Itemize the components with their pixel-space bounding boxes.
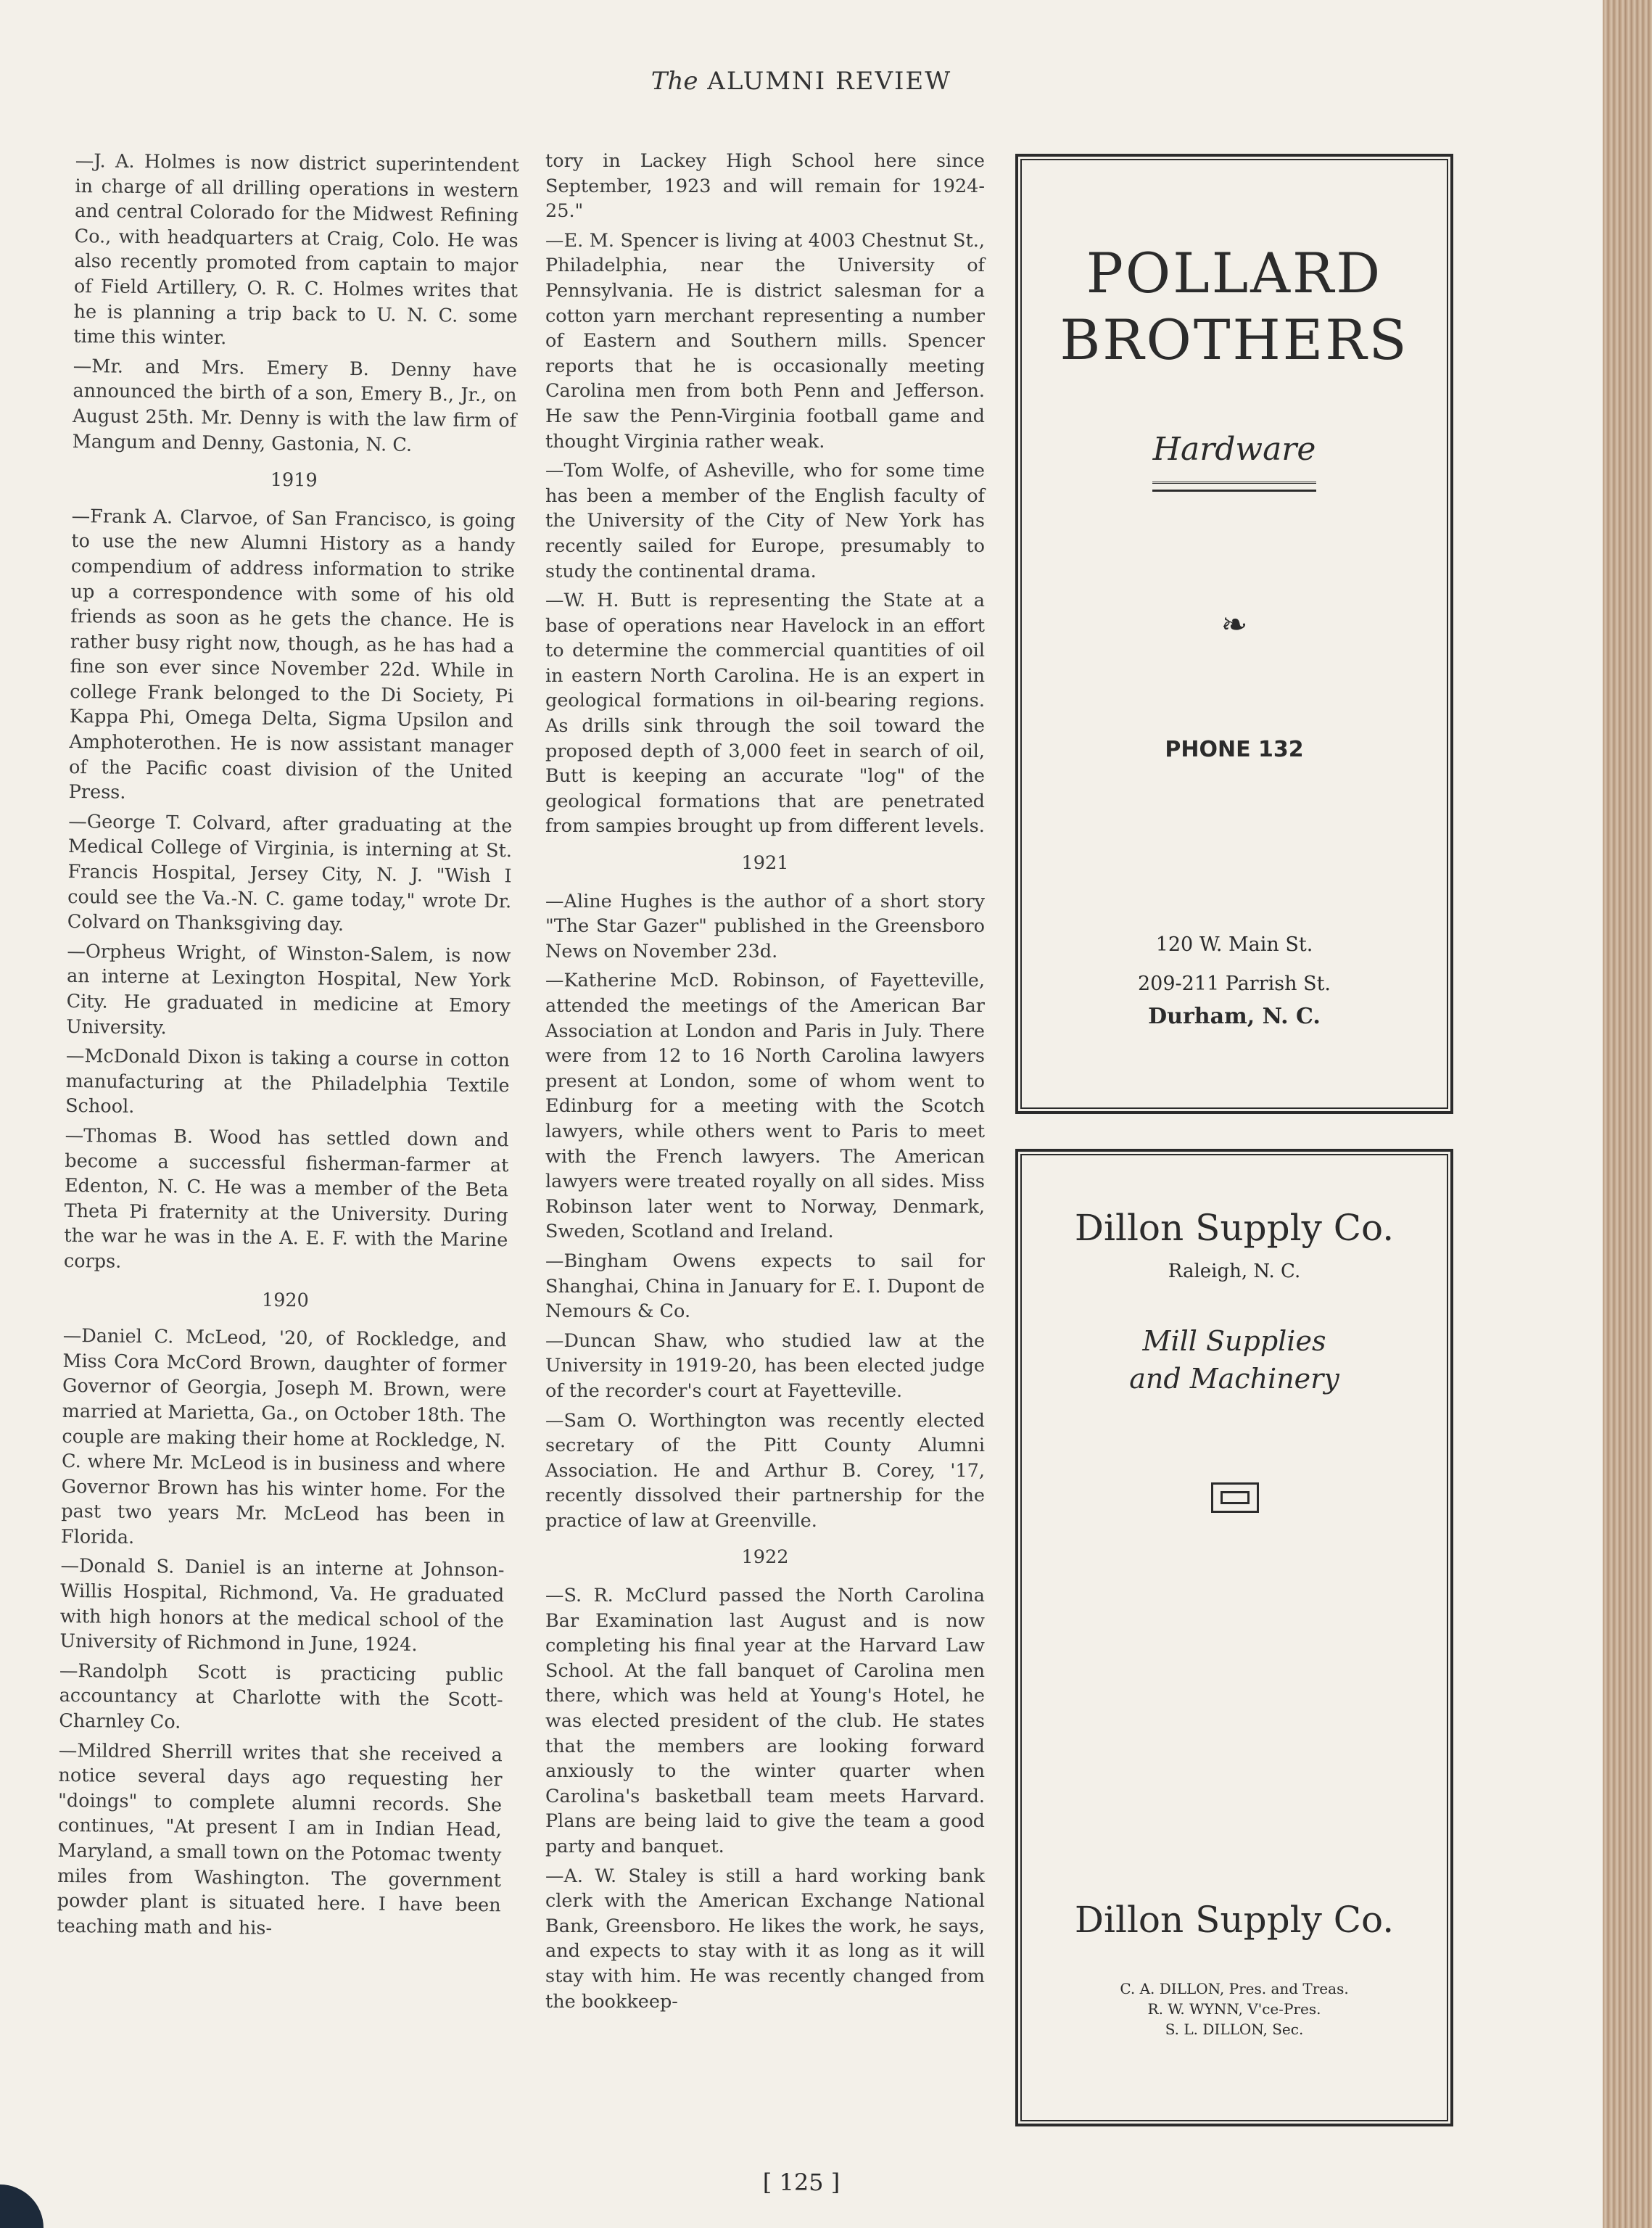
note-mcclurd: —S. R. McClurd passed the North Carolina Bar Examination last August and is now completing his final year at the Harvard Law School. At the fall banquet of Carolina men there, which was held at Young's Hotel, he was elected president of the club. He states that the members are looking forward anxiously to the winter quarter when Carolina's basketball team meets Harvard. Plans are being laid to give the team a good party and banquet. <box>545 1585 985 1857</box>
note-sherrill: —Mildred Sherrill writes that she received a notice several days ago requesting her "doings" to complete alumni records. She continues, "At present I am in Indian Head, Maryland, a small town on the Potomac twenty miles from Washington. The government powder plant is situated here. I have been teaching math and his- <box>57 1739 503 1939</box>
header-the: The <box>651 67 698 96</box>
note-scott: —Randolph Scott is practicing public accountancy at Charlotte with the Scott-Charnley Co. <box>59 1659 504 1733</box>
note-staley: —A. W. Staley is still a hard working bank clerk with the American Exchange National Bank, Greensboro. He likes the work, he says, and expects to stay with it as long as it will stay with him. He was recently changed from the bookkeep- <box>545 1865 985 2013</box>
note-robinson: —Katherine McD. Robinson, of Fayetteville, attended the meetings of the American Bar Association at London and Paris in July. There were from 12 to 16 North Carolina lawyers present at London, some of whom went to Edinburg for a meeting with the Scotch lawyers, while others went to Paris to meet with the French lawyers. The American lawyers were treated royally on all sides. Miss Robinson later went to Norway, Denmark, Sweden, Scotland and Ireland. <box>545 970 985 1243</box>
box-ornament-icon <box>1211 1482 1259 1513</box>
ad-pollard-name <box>1018 240 1450 374</box>
ad-dillon-officer-1: C. A. DILLON, Pres. and Treas. <box>1120 1980 1349 1997</box>
class-year-1922: 1922 <box>741 1546 789 1569</box>
ad-dillon-supply <box>1015 1149 1453 2126</box>
note-wolfe: —Tom Wolfe, of Asheville, who for some time has been a member of the English faculty of the University of the City of New York has recently sailed for Europe, presumably to study the continental drama. <box>545 460 985 582</box>
note-wood: —Thomas B. Wood has settled down and become a successful fisherman-farmer at Edenton, N. C. He was a member of the Beta Theta Pi fraternity at the University. During the war he was in the A. E. F. with the Marine corps. <box>63 1124 509 1273</box>
ad-dillon-location: Raleigh, N. C. <box>1168 1261 1301 1282</box>
ad-dillon-items-line2: and Machinery <box>1129 1363 1339 1395</box>
class-year-1921: 1921 <box>741 852 789 875</box>
note-butt: —W. H. Butt is representing the State at a base of operations near Havelock in an effort to determine the commercial quantities of oil in eastern North Carolina. He is an expert in geological formations in oil-bearing regions. As drills sink through the soil toward the proposed depth of 3,000 feet in search of oil, Butt is keeping an accurate "log" of the geological formations that are penetrated from sampies brought up from different levels. <box>545 590 985 838</box>
ad-dillon-officer-2: R. W. WYNN, V'ce-Pres. <box>1147 2000 1321 2018</box>
column-left <box>57 149 519 1948</box>
leaf-ornament-icon: ❧ <box>1221 606 1248 643</box>
note-dixon: —McDonald Dixon is taking a course in cotton manufacturing at the Philadelphia Textile School. <box>65 1045 511 1118</box>
note-daniel: —Donald S. Daniel is an interne at Johnson-Willis Hospital, Richmond, Va. He graduated with high honors at the medical school of the University of Richmond in June, 1924. <box>59 1555 505 1656</box>
ad-pollard-city: Durham, N. C. <box>1148 1004 1321 1029</box>
note-worthington: —Sam O. Worthington was recently elected secretary of the Pitt County Alumni Association. He and Arthur B. Corey, '17, recently dissolved their partnership for the practice of law at Greenville. <box>545 1409 985 1532</box>
class-year-1919: 1919 <box>270 469 318 492</box>
note-shaw: —Duncan Shaw, who studied law at the University in 1919-20, has been elected judge of the recorder's court at Fayetteville. <box>545 1329 985 1402</box>
ad-dillon-officer-3: S. L. DILLON, Sec. <box>1165 2021 1304 2038</box>
note-hughes: —Aline Hughes is the author of a short story "The Star Gazer" published in the Greensboro News on November 23d. <box>545 890 985 962</box>
ad-dillon-items <box>1018 1322 1450 1398</box>
page-number: [ 125 ] <box>762 2169 841 2196</box>
note-holmes: —J. A. Holmes is now district superintendent in charge of all drilling operations in western and central Colorado for the Midwest Refining Co., with headquarters at Craig, Colo. He was also recently promoted from captain to major of Field Artillery, O. R. C. Holmes writes that he is planning a trip back to U. N. C. some time this winter. <box>73 149 519 350</box>
note-colvard: —George T. Colvard, after graduating at the Medical College of Virginia, is interning at St. Francis Hospital, Jersey City, N. J. "Wish I could see the Va.-N. C. game today," wrote Dr. Colvard on Thanksgiving day. <box>67 810 513 936</box>
running-header <box>0 67 1603 96</box>
note-clarvoe: —Frank A. Clarvoe, of San Francisco, is going to use the new Alumni History as a handy compendium of address information to strike up a correspondence with some of his old friends as soon as he gets the chance. He is rather busy right now, though, as he has had a fine son ever since November 22d. While in college Frank belonged to the Di Society, Pi Kappa Phi, Omega Delta, Sigma Upsilon and Amphoterothen. He is now assistant manager of the Pacific coast division of the United Press. <box>68 505 516 804</box>
ad-dillon-officers <box>1018 1979 1450 2039</box>
note-denny: —Mr. and Mrs. Emery B. Denny have announced the birth of a son, Emery B., Jr., on August 25th. Mr. Denny is with the law firm of Mangum and Denny, Gastonia, N. C. <box>72 355 517 456</box>
ad-pollard-rule <box>1152 482 1316 492</box>
ad-pollard-address-line1: 120 W. Main St. <box>1155 933 1313 956</box>
ad-pollard-address <box>1018 925 1450 1004</box>
ad-pollard-address-line2: 209-211 Parrish St. <box>1137 973 1331 995</box>
ad-dillon-name-bottom: Dillon Supply Co. <box>1074 1899 1395 1941</box>
ad-pollard-name-line1: POLLARD <box>1086 241 1383 305</box>
ad-dillon-name-top: Dillon Supply Co. <box>1074 1207 1395 1249</box>
book-page-edges <box>1603 0 1652 2228</box>
note-wright: —Orpheus Wright, of Winston-Salem, is now an interne at Lexington Hospital, New York City. He graduated in medicine at Emory University. <box>66 940 511 1039</box>
ad-pollard-subtitle: Hardware <box>1152 431 1316 468</box>
ad-dillon-items-line1: Mill Supplies <box>1142 1325 1326 1357</box>
column-middle <box>545 149 985 2018</box>
ad-pollard-brothers <box>1015 154 1453 1114</box>
note-sherrill-cont: tory in Lackey High School here since September, 1923 and will remain for 1924-25." <box>545 150 985 223</box>
note-spencer: —E. M. Spencer is living at 4003 Chestnut St., Philadelphia, near the University of Pennsylvania. He is district salesman for a cotton yarn merchant representing a number of Eastern and Southern mills. Spencer reports that he is occasionally meeting Carolina men from both Penn and Jefferson. He saw the Penn-Virginia football game and thought Virginia rather weak. <box>545 229 985 453</box>
class-year-1920: 1920 <box>261 1289 309 1311</box>
ad-pollard-name-line2: BROTHERS <box>1060 308 1409 372</box>
note-mcleod: —Daniel C. McLeod, '20, of Rockledge, and Miss Cora McCord Brown, daughter of former Governor of Georgia, Joseph M. Brown, were married at Marietta, Ga., on October 18th. The couple are making their home at Rockledge, N. C. where Mr. McLeod is in business and where Governor Brown has his winter home. For the past two years Mr. McLeod has been in Florida. <box>60 1325 507 1548</box>
ad-pollard-phone: PHONE 132 <box>1165 737 1304 762</box>
note-owens: —Bingham Owens expects to sail for Shanghai, China in January for E. I. Dupont de Nemours & Co. <box>545 1250 985 1323</box>
header-title: ALUMNI REVIEW <box>707 67 952 96</box>
